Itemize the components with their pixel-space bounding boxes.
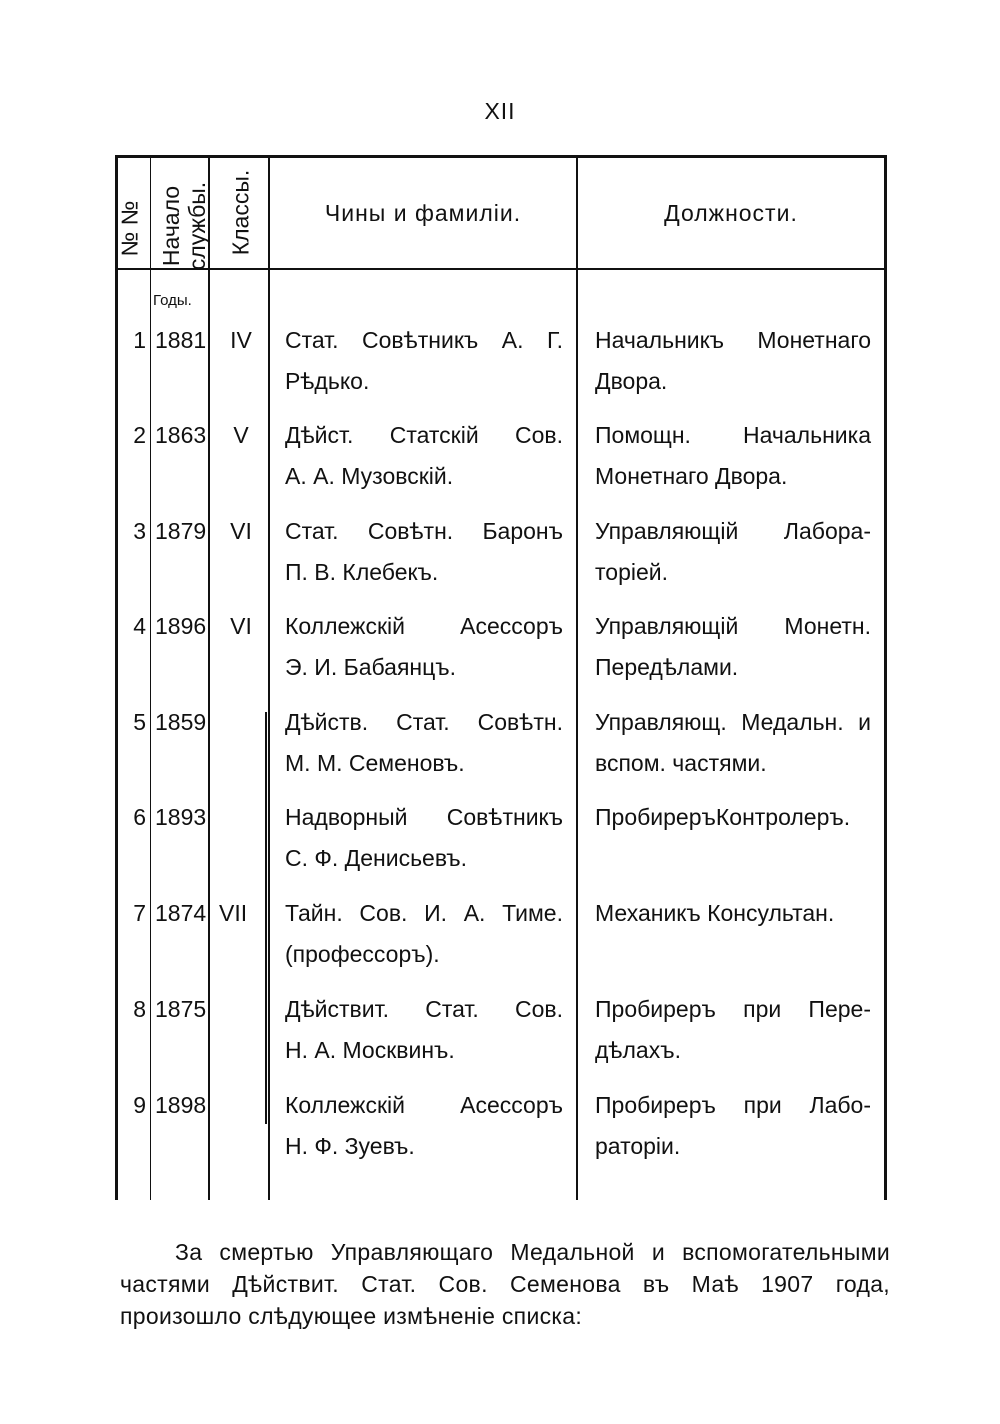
row-2-number: 2	[133, 422, 146, 448]
row-8-position-line-2: дѣлахъ.	[595, 1037, 681, 1063]
row-1-year: 1881	[155, 327, 207, 353]
column-divider-name	[576, 158, 578, 1200]
row-4-position-line-2: Передѣлами.	[595, 654, 739, 680]
row-2-name-line-2: А. А. Музовскій.	[285, 463, 454, 489]
row-2-position	[595, 415, 871, 497]
row-7-name	[285, 893, 563, 975]
row-9-name-line-1: Коллежскій Асессоръ	[285, 1092, 563, 1118]
column-divider-number	[150, 158, 151, 1200]
header-start-service-text: Начало службы.	[158, 181, 210, 271]
row-3-position-line-1: Управляющій Лабора-	[595, 518, 871, 544]
row-1-position-line-1: Начальникъ Монетнаго	[595, 327, 871, 353]
row-6-position	[595, 797, 871, 838]
row-5-position	[595, 702, 871, 784]
row-7-number: 7	[133, 900, 146, 926]
row-2-position-line-2: Монетнаго Двора.	[595, 463, 788, 489]
row-8-number: 8	[133, 996, 146, 1022]
row-7-position-line-1: Механикъ Консультан.	[595, 900, 835, 926]
row-4-name-line-2: Э. И. Бабаянцъ.	[285, 654, 457, 680]
row-4-position	[595, 606, 871, 688]
row-4-number: 4	[133, 613, 146, 639]
header-classes: Классы.	[227, 169, 254, 256]
row-5-number: 5	[133, 709, 146, 735]
row-6-year: 1893	[155, 804, 207, 830]
row-2-class: V	[233, 422, 249, 448]
row-2-year: 1863	[155, 422, 207, 448]
row-9-position-line-2: раторіи.	[595, 1133, 681, 1159]
row-5-position-line-2: вспом. частями.	[595, 750, 767, 776]
row-8-position-line-1: Пробиреръ при Пере-	[595, 996, 871, 1022]
row-8-position	[595, 989, 871, 1071]
row-4-name-line-1: Коллежскій Асессоръ	[285, 613, 563, 639]
row-6-name-line-1: Надворный Совѣтникъ	[285, 804, 563, 830]
row-1-position	[595, 320, 871, 402]
header-number: № №	[116, 200, 143, 257]
row-8-name	[285, 989, 563, 1071]
row-3-name	[285, 511, 563, 593]
row-5-name-line-1: Дѣйств. Стат. Совѣтн.	[285, 709, 563, 735]
row-3-year: 1879	[155, 518, 207, 544]
years-label: Годы.	[153, 292, 192, 309]
row-9-year: 1898	[155, 1092, 207, 1118]
row-1-number: 1	[133, 327, 146, 353]
row-1-name-line-2: Рѣдько.	[285, 368, 370, 394]
row-5-name	[285, 702, 563, 784]
row-3-class: VI	[230, 518, 252, 544]
row-8-year: 1875	[155, 996, 207, 1022]
column-divider-class	[268, 158, 270, 1200]
class-group-brace	[257, 712, 267, 1124]
table-left-border	[115, 155, 118, 1200]
row-4-name	[285, 606, 563, 688]
row-8-name-line-1: Дѣйствит. Стат. Сов.	[285, 996, 563, 1022]
table-right-border	[884, 155, 887, 1200]
row-2-name-line-1: Дѣйст. Статскій Сов.	[285, 422, 563, 448]
header-positions: Должности.	[664, 200, 798, 226]
row-9-position-line-1: Пробиреръ при Лабо-	[595, 1092, 871, 1118]
row-2-position-line-1: Помощн. Начальника	[595, 422, 871, 448]
row-1-class: IV	[230, 327, 252, 353]
column-divider-year	[208, 158, 210, 1200]
row-9-name-line-2: Н. Ф. Зуевъ.	[285, 1133, 415, 1159]
row-7-year: 1874	[155, 900, 207, 926]
footer-paragraph: За смертью Управляющаго Медальной и вспомогательными частями Дѣйствит. Стат. Сов. Семенова въ Маѣ 1907 года, произошло слѣдующее измѣненіе списка:	[120, 1239, 890, 1329]
row-3-name-line-2: П. В. Клебекъ.	[285, 559, 439, 585]
row-9-number: 9	[133, 1092, 146, 1118]
row-7-class: VII	[219, 900, 248, 926]
row-7-name-line-2: (профессоръ).	[285, 941, 440, 967]
row-6-name	[285, 797, 563, 879]
row-5-year: 1859	[155, 709, 207, 735]
row-7-name-line-1: Тайн. Сов. И. А. Тиме.	[285, 900, 563, 926]
row-4-position-line-1: Управляющій Монетн.	[595, 613, 871, 639]
row-3-position-line-2: торіей.	[595, 559, 668, 585]
row-6-number: 6	[133, 804, 146, 830]
row-4-class: VI	[230, 613, 252, 639]
row-5-position-line-1: Управляющ. Медальн. и	[595, 709, 871, 735]
row-3-position	[595, 511, 871, 593]
row-1-name	[285, 320, 563, 402]
row-1-position-line-2: Двора.	[595, 368, 668, 394]
page-number: XII	[484, 98, 516, 124]
row-3-number: 3	[133, 518, 146, 544]
row-3-name-line-1: Стат. Совѣтн. Баронъ	[285, 518, 563, 544]
row-4-year: 1896	[155, 613, 207, 639]
row-1-name-line-1: Стат. Совѣтникъ А. Г.	[285, 327, 563, 353]
row-6-position-line-1: ПробиреръКонтролеръ.	[595, 804, 851, 830]
header-ranks-names: Чины и фамиліи.	[324, 200, 522, 226]
row-5-name-line-2: М. М. Семеновъ.	[285, 750, 465, 776]
row-7-position	[595, 893, 871, 934]
row-9-position	[595, 1085, 871, 1167]
row-8-name-line-2: Н. А. Москвинъ.	[285, 1037, 455, 1063]
row-2-name	[285, 415, 563, 497]
row-9-name	[285, 1085, 563, 1167]
header-start-service	[158, 170, 210, 282]
row-6-name-line-2: С. Ф. Денисьевъ.	[285, 845, 468, 871]
